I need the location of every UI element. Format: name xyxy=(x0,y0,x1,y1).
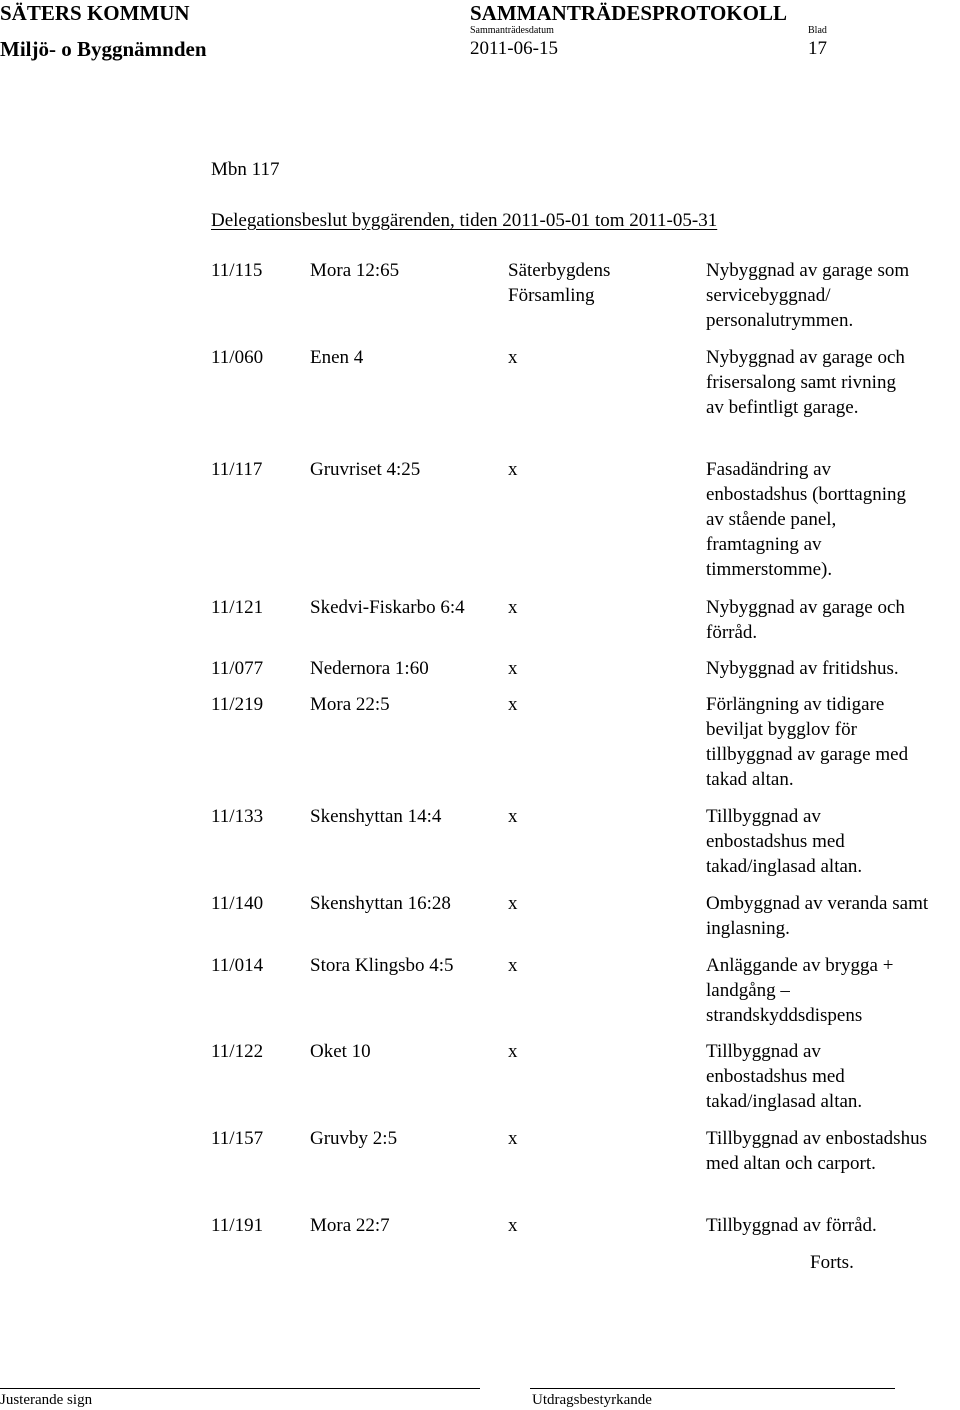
description: Nybyggnad av fritidshus. xyxy=(706,658,899,679)
case-number: 11/122 xyxy=(211,1041,264,1062)
applicant: x xyxy=(508,1128,518,1149)
description: Tillbyggnad av enbostadshus med altan och carport. xyxy=(706,1128,927,1174)
case-number: 11/219 xyxy=(211,694,264,715)
description: Tillbyggnad av förråd. xyxy=(706,1215,877,1236)
case-number: 11/191 xyxy=(211,1215,264,1236)
property: Stora Klingsbo 4:5 xyxy=(310,955,454,976)
case-number: 11/117 xyxy=(211,459,263,480)
case-number: 11/157 xyxy=(211,1128,264,1149)
case-number: 11/014 xyxy=(211,955,264,976)
property: Nedernora 1:60 xyxy=(310,658,429,679)
section-number: Mbn 117 xyxy=(211,159,280,180)
description: Tillbyggnad av enbostadshus med takad/inglasad altan. xyxy=(706,806,863,877)
property: Mora 12:65 xyxy=(310,260,400,281)
case-number: 11/077 xyxy=(211,658,264,679)
date-label: Sammanträdesdatum xyxy=(470,25,554,36)
applicant: x xyxy=(508,806,518,827)
property: Gruvriset 4:25 xyxy=(310,459,421,480)
case-number: 11/133 xyxy=(211,806,264,827)
description: Förlängning av tidigare beviljat bygglov för tillbyggnad av garage med takad altan. xyxy=(706,694,909,790)
description: Tillbyggnad av enbostadshus med takad/inglasad altan. xyxy=(706,1041,863,1112)
page-label: Blad xyxy=(808,25,827,36)
page-number: 17 xyxy=(808,38,827,59)
property: Mora 22:7 xyxy=(310,1215,390,1236)
footer-certify-label: Utdragsbestyrkande xyxy=(532,1392,652,1408)
property: Skenshyttan 14:4 xyxy=(310,806,442,827)
footer-rule-right xyxy=(530,1388,895,1389)
case-number: 11/140 xyxy=(211,893,264,914)
property: Enen 4 xyxy=(310,347,364,368)
applicant: x xyxy=(508,597,518,618)
applicant: x xyxy=(508,893,518,914)
applicant: x xyxy=(508,658,518,679)
footer-sign-label: Justerande sign xyxy=(0,1392,93,1408)
applicant: x xyxy=(508,459,518,480)
description: Fasadändring av enbostadshus (borttagning av stående panel, framtagning av timmerstomme). xyxy=(706,459,907,580)
municipality-name: SÄTERS KOMMUN xyxy=(0,1,190,25)
property: Skenshyttan 16:28 xyxy=(310,893,451,914)
case-number: 11/121 xyxy=(211,597,264,618)
description: Nybyggnad av garage och frisersalong samt rivning av befintligt garage. xyxy=(706,347,905,418)
document-type: SAMMANTRÄDESPROTOKOLL xyxy=(470,1,787,25)
property: Gruvby 2:5 xyxy=(310,1128,398,1149)
case-number: 11/115 xyxy=(211,260,263,281)
footer-rule-left xyxy=(0,1388,480,1389)
continued-note: Forts. xyxy=(810,1252,854,1273)
description: Nybyggnad av garage och förråd. xyxy=(706,597,905,643)
applicant: x xyxy=(508,1041,518,1062)
applicant: x xyxy=(508,1215,518,1236)
applicant: x xyxy=(508,694,518,715)
property: Skedvi-Fiskarbo 6:4 xyxy=(310,597,465,618)
property: Mora 22:5 xyxy=(310,694,390,715)
property: Oket 10 xyxy=(310,1041,371,1062)
applicant: x xyxy=(508,347,518,368)
description: Anläggande av brygga + landgång – strandskyddsdispens xyxy=(706,955,894,1026)
description: Nybyggnad av garage som servicebyggnad/ personalutrymmen. xyxy=(706,260,910,331)
description: Ombyggnad av veranda samt inglasning. xyxy=(706,893,929,939)
board-name: Miljö- o Byggnämnden xyxy=(0,37,207,61)
applicant: Säterbygdens Församling xyxy=(508,260,611,306)
section-title: Delegationsbeslut byggärenden, tiden 2011-05-01 tom 2011-05-31 xyxy=(211,210,718,231)
meeting-date: 2011-06-15 xyxy=(470,38,558,59)
case-number: 11/060 xyxy=(211,347,264,368)
applicant: x xyxy=(508,955,518,976)
